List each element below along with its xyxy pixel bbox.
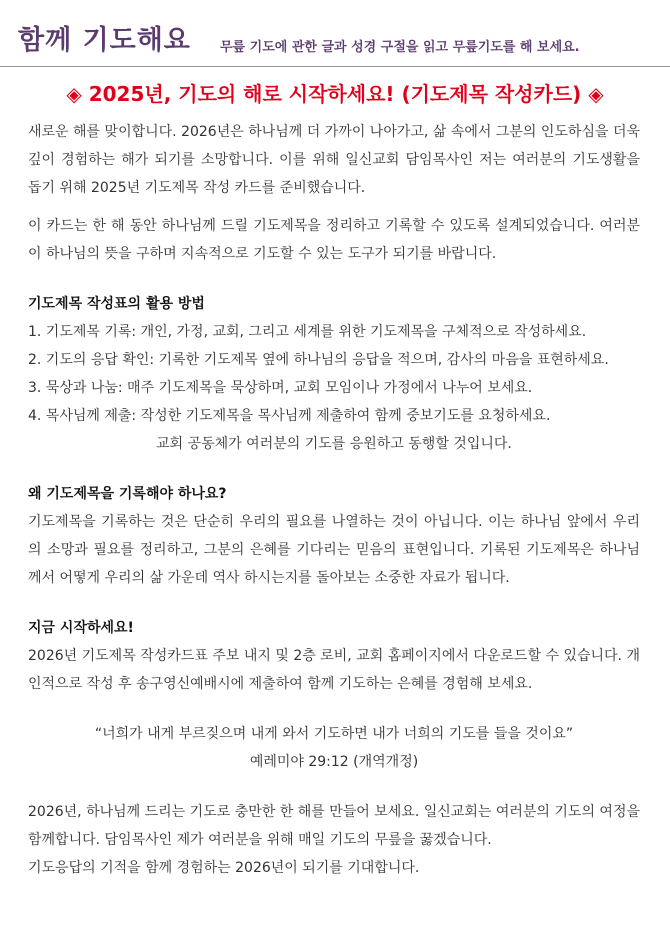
site-title: 함께 기도해요 [18,25,191,56]
site-subtitle: 무릎 기도에 관한 글과 성경 구절을 읽고 무릎기도를 해 보세요. [220,40,580,55]
verse-reference: 예레미야 29:12 (개역개정) [249,754,419,770]
intro-paragraph-2: 이 카드는 한 해 동안 하나님께 드릴 기도제목을 정리하고 기록할 수 있도록 설계되었습니다. 여러분이 하나님의 뜻을 구하며 지속적으로 기도할 수 있는 도구가 되기를 바랍니다. [28,218,640,262]
verse-text: “너희가 내게 부르짖으며 내게 와서 기도하면 내가 너희의 기도를 들을 것이요” [94,726,574,742]
usage-item-3: 3. 묵상과 나눔: 매주 기도제목을 묵상하며, 교회 모임이나 가정에서 나누어 보세요. [28,380,533,396]
usage-item-2: 2. 기도의 응답 확인: 기록한 기도제목 옆에 하나님의 응답을 적으며, 감사의 마음을 표현하세요. [28,352,609,368]
closing-paragraph: 2026년, 하나님께 드리는 기도로 충만한 한 해를 만들어 보세요. 일신교회는 여러분의 기도의 여정을 함께합니다. 담임목사인 제가 여러분을 위해 매일 기도의 무릎을 꿇겠습니다. [28,804,640,848]
header [0,0,670,67]
intro-paragraph-1: 새로운 해를 맞이합니다. 2026년은 하나님께 더 가까이 나아가고, 삶 속에서 그분의 인도하심을 더욱 깊이 경험하는 해가 되기를 소망합니다. 이를 위해 일신교회 담임목사인 저는 여러분의 기도생활을 돕기 위해 2025년 기도제목 작성 카드를 준비했습니다. [28,124,640,196]
card-title: ◈ 2025년, 기도의 해로 시작하세요! (기도제목 작성카드) ◈ [66,82,604,106]
usage-heading: 기도제목 작성표의 활용 방법 [28,296,205,312]
closing-line: 기도응답의 기적을 함께 경험하는 2026년이 되기를 기대합니다. [28,860,420,876]
start-heading: 지금 시작하세요! [28,620,134,636]
article-body [28,118,640,882]
usage-item-1: 1. 기도제목 기록: 개인, 가정, 교회, 그리고 세계를 위한 기도제목을 구체적으로 작성하세요. [28,324,587,340]
why-heading: 왜 기도제목을 기록해야 하나요? [28,486,227,502]
start-body: 2026년 기도제목 작성카드표 주보 내지 및 2층 로비, 교회 홈페이지에서 다운로드할 수 있습니다. 개인적으로 작성 후 송구영신예배시에 제출하여 함께 기도하는 은혜를 경험해 보세요. [28,648,640,692]
usage-closing: 교회 공동체가 여러분의 기도를 응원하고 동행할 것입니다. [156,436,512,452]
why-body: 기도제목을 기록하는 것은 단순히 우리의 필요를 나열하는 것이 아닙니다. 이는 하나님 앞에서 우리의 소망과 필요를 정리하고, 그분의 은혜를 기다리는 믿음의 표현입니다. 기록된 기도제목은 하나님께서 어떻게 우리의 삶 가운데 역사 하시는지를 돌아보는 소중한 자료가 됩니다. [28,514,640,586]
usage-item-4: 4. 목사님께 제출: 작성한 기도제목을 목사님께 제출하여 함께 중보기도를 요청하세요. [28,408,551,424]
header-divider [0,66,670,67]
